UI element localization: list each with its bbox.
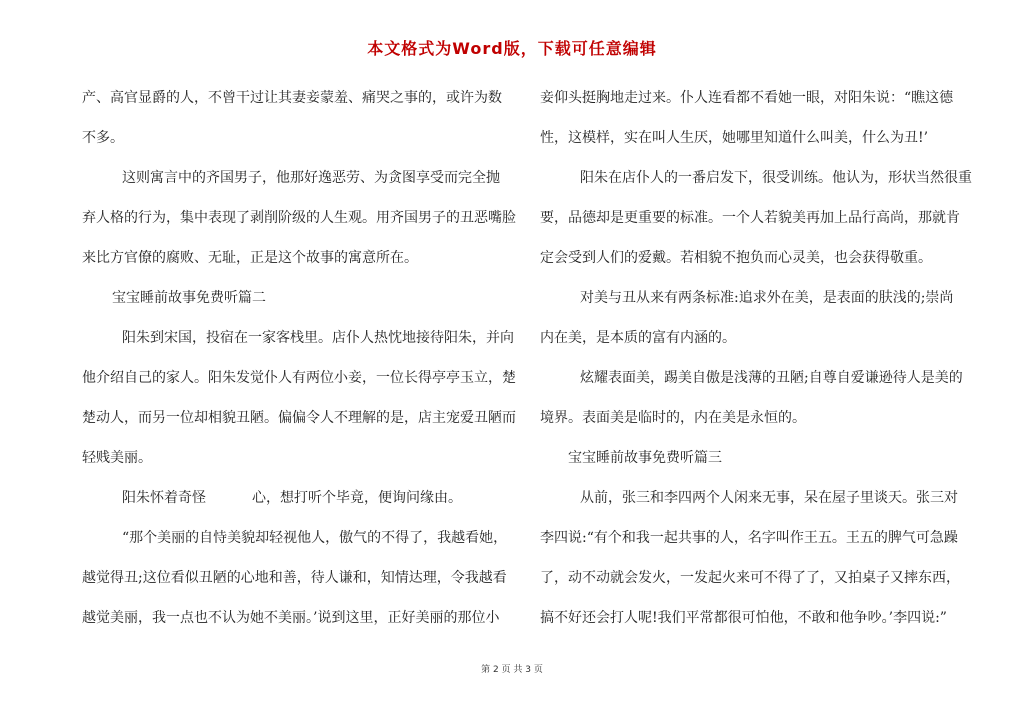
text-line: 要，品德却是更重要的标准。一个人若貌美再加上品行高尚，那就肯 <box>540 210 960 226</box>
text-line: 产、高官显爵的人，不曾干过让其妻妾蒙羞、痛哭之事的，或许为数 <box>82 90 502 106</box>
text-line: “那个美丽的自恃美貌却轻视他人，傲气的不得了，我越看她， <box>122 530 508 546</box>
text-line: 了，动不动就会发火，一发起火来可不得了了，又拍桌子又摔东西， <box>540 570 960 586</box>
text-line: 妾仰头挺胸地走过来。仆人连看都不看她一眼，对阳朱说：“瞧这德 <box>540 90 954 106</box>
text-line: 越觉美丽，我一点也不认为她不美丽。’说到这里，正好美丽的那位小 <box>82 610 500 626</box>
page-number: 第 2 页 共 3 页 <box>481 665 543 675</box>
text-line: 他介绍自己的家人。阳朱发觉仆人有两位小妾，一位长得亭亭玉立，楚 <box>82 370 516 386</box>
text-fragment: 心，想打听个毕竟，便询问缘由。 <box>252 490 462 506</box>
text-line: 不多。 <box>82 130 124 146</box>
right-column <box>540 78 972 638</box>
section-heading: 宝宝睡前故事免费听篇二 <box>112 290 266 306</box>
text-line: 弃人格的行为，集中表现了剥削阶级的人生观。用齐国男子的丑恶嘴脸 <box>82 210 516 226</box>
text-line: 性，这模样，实在叫人生厌，她哪里知道什么叫美，什么为丑!’ <box>540 130 929 146</box>
left-column <box>82 78 516 638</box>
text-line: 李四说:“有个和我一起共事的人，名字叫作王五。王五的脾气可急躁 <box>540 530 958 546</box>
text-line <box>82 478 467 518</box>
text-line: 阳朱在店仆人的一番启发下，很受训练。他认为，形状当然很重 <box>580 170 972 186</box>
text-line: 阳朱到宋国，投宿在一家客栈里。店仆人热忱地接待阳朱，并向 <box>122 330 514 346</box>
text-line: 搞不好还会打人呢!我们平常都很可怕他，不敢和他争吵。’李四说:” <box>540 610 947 626</box>
text-line: 来比方官僚的腐败、无耻，正是这个故事的寓意所在。 <box>82 250 418 266</box>
text-fragment: 阳朱怀着奇怪 <box>122 490 206 506</box>
text-line: 楚动人，而另一位却相貌丑陋。偏偏令人不理解的是，店主宠爱丑陋而 <box>82 410 516 426</box>
text-line: 炫耀表面美，踢美自傲是浅薄的丑陋;自尊自爱谦逊待人是美的 <box>580 370 963 386</box>
text-line: 从前，张三和李四两个人闲来无事，呆在屋子里谈天。张三对 <box>580 490 958 506</box>
document-banner: 本文格式为Word版，下载可任意编辑 <box>367 39 657 58</box>
text-line: 轻贱美丽。 <box>82 450 152 466</box>
text-line: 对美与丑从来有两条标准:追求外在美，是表面的肤浅的;崇尚 <box>580 290 954 306</box>
text-line: 境界。表面美是临时的，内在美是永恒的。 <box>540 410 806 426</box>
text-line: 定会受到人们的爱戴。若相貌不抱负而心灵美，也会获得敬重。 <box>540 250 932 266</box>
section-heading: 宝宝睡前故事免费听篇三 <box>568 450 722 466</box>
text-line: 这则寓言中的齐国男子，他那好逸恶劳、为贪图享受而完全抛 <box>122 170 500 186</box>
text-line: 内在美，是本质的富有内涵的。 <box>540 330 736 346</box>
text-line: 越觉得丑;这位看似丑陋的心地和善，待人谦和，知情达理，令我越看 <box>82 570 507 586</box>
